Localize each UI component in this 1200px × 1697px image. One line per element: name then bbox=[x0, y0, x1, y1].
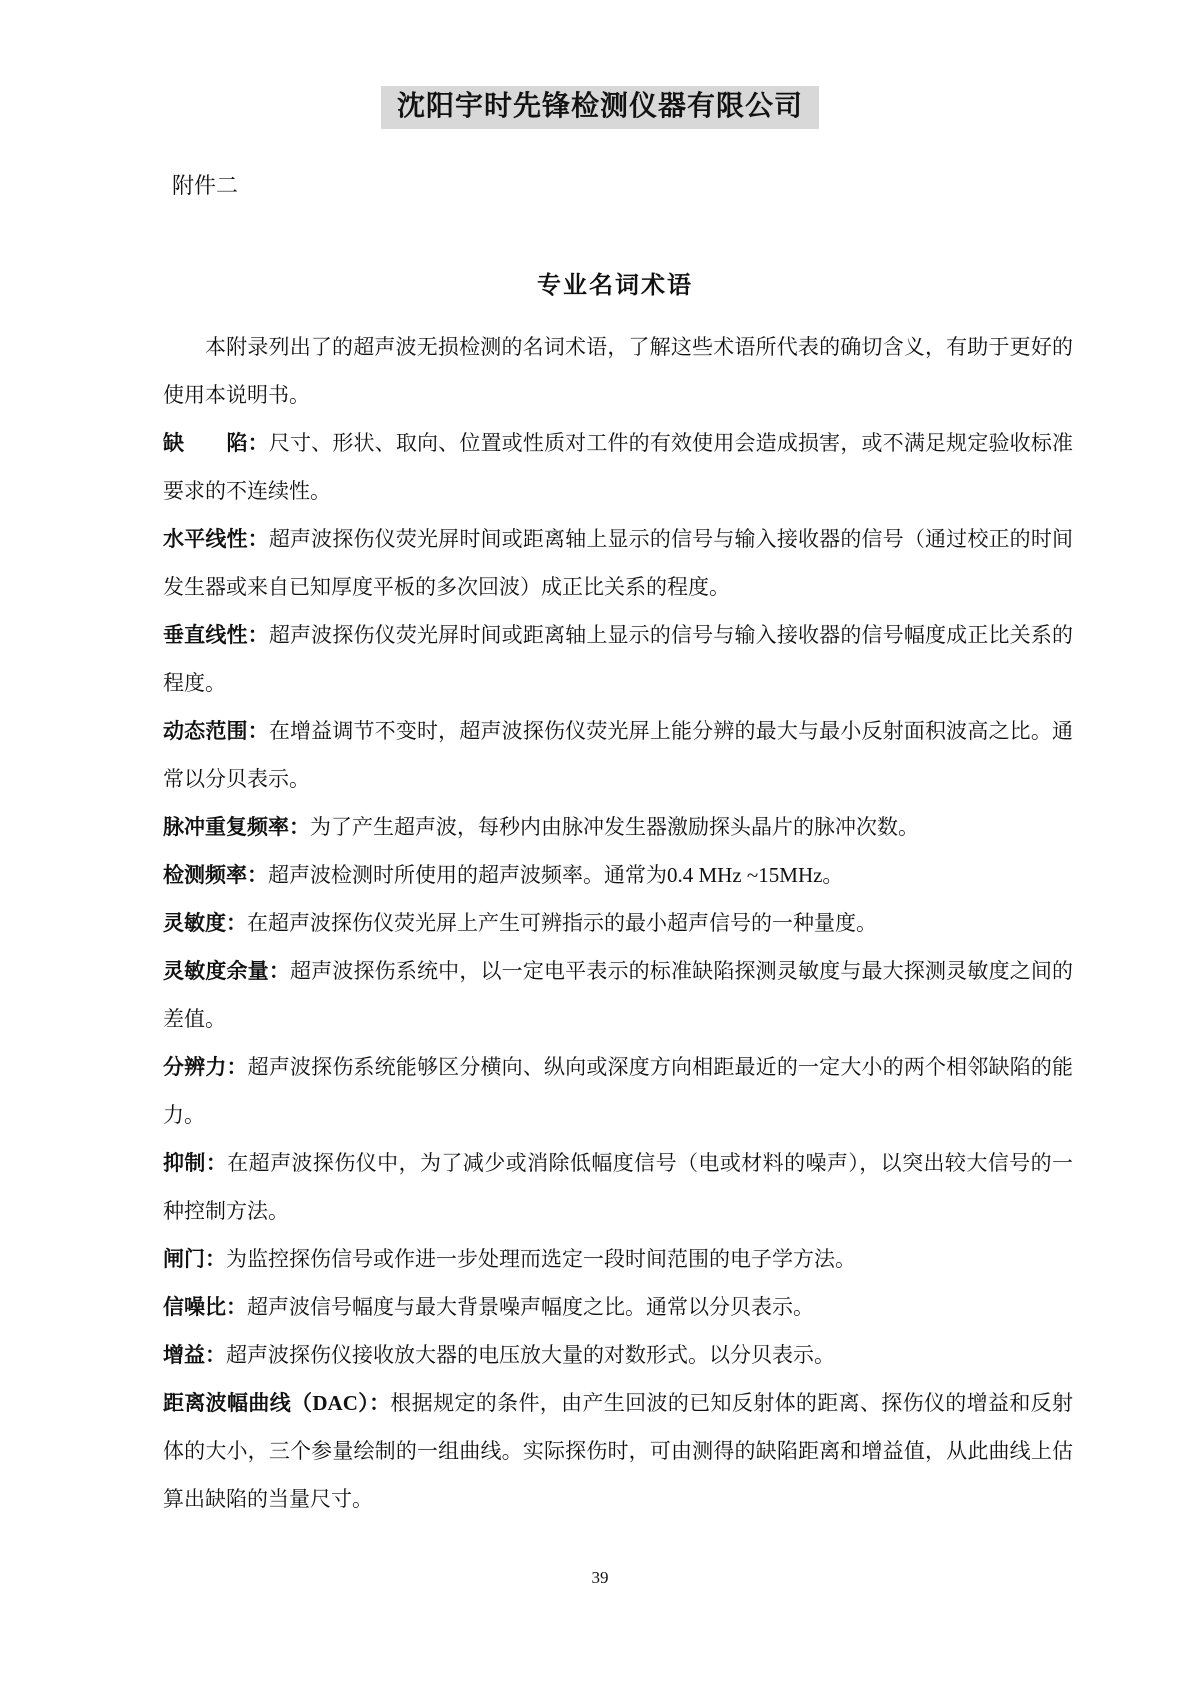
glossary-entry bbox=[163, 1043, 1073, 1139]
glossary-entry bbox=[163, 803, 1073, 851]
intro-paragraph: 本附录列出了的超声波无损检测的名词术语，了解这些术语所代表的确切含义，有助于更好的使用本说明书。 bbox=[163, 335, 1073, 407]
page-title: 专业名词术语 bbox=[537, 273, 693, 299]
glossary-term: 垂直线性： bbox=[163, 623, 269, 647]
glossary-entry bbox=[163, 1139, 1073, 1235]
glossary-entry bbox=[163, 707, 1073, 803]
company-header: 沈阳宇时先锋检测仪器有限公司 bbox=[381, 86, 819, 129]
glossary-definition: 超声波检测时所使用的超声波频率。通常为0.4 MHz ~15MHz。 bbox=[268, 863, 844, 887]
glossary-term: 灵敏度余量： bbox=[163, 959, 290, 983]
glossary-definition: 在增益调节不变时，超声波探伤仪荧光屏上能分辨的最大与最小反射面积波高之比。通常以分贝表示。 bbox=[163, 719, 1074, 791]
glossary-term: 抑制： bbox=[163, 1151, 228, 1175]
glossary-term: 检测频率： bbox=[163, 863, 268, 887]
glossary-term: 信噪比： bbox=[163, 1295, 247, 1319]
attachment-label: 附件二 bbox=[172, 173, 239, 198]
glossary-definition: 超声波探伤仪荧光屏时间或距离轴上显示的信号与输入接收器的信号幅度成正比关系的程度。 bbox=[163, 623, 1074, 695]
glossary-term: 闸门： bbox=[163, 1247, 226, 1271]
glossary-definition: 根据规定的条件，由产生回波的已知反射体的距离、探伤仪的增益和反射体的大小，三个参量绘制的一组曲线。实际探伤时，可由测得的缺陷距离和增益值，从此曲线上估算出缺陷的当量尺寸。 bbox=[163, 1391, 1074, 1511]
glossary-entry bbox=[163, 899, 1073, 947]
glossary-entry bbox=[163, 1379, 1073, 1523]
glossary-entry bbox=[163, 1331, 1073, 1379]
glossary-entry bbox=[163, 851, 1073, 899]
glossary-definition: 超声波探伤系统中，以一定电平表示的标准缺陷探测灵敏度与最大探测灵敏度之间的差值。 bbox=[163, 959, 1073, 1031]
glossary-term: 水平线性： bbox=[163, 527, 269, 551]
glossary-term: 脉冲重复频率： bbox=[163, 815, 310, 839]
glossary-entry bbox=[163, 1235, 1073, 1283]
glossary-definition: 超声波探伤仪荧光屏时间或距离轴上显示的信号与输入接收器的信号（通过校正的时间发生器或来自已知厚度平板的多次回波）成正比关系的程度。 bbox=[163, 527, 1074, 599]
glossary-term: 灵敏度： bbox=[163, 911, 247, 935]
glossary-content bbox=[163, 323, 1073, 1523]
glossary-entry bbox=[163, 515, 1073, 611]
glossary-definition: 在超声波探伤仪中，为了减少或消除低幅度信号（电或材料的噪声），以突出较大信号的一种控制方法。 bbox=[163, 1151, 1073, 1223]
glossary-term: 分辨力： bbox=[163, 1055, 248, 1079]
glossary-entry bbox=[163, 947, 1073, 1043]
glossary-definition: 为了产生超声波，每秒内由脉冲发生器激励探头晶片的脉冲次数。 bbox=[310, 815, 919, 839]
glossary-definition: 为监控探伤信号或作进一步处理而选定一段时间范围的电子学方法。 bbox=[226, 1247, 856, 1271]
glossary-term: 距离波幅曲线（DAC）： bbox=[163, 1391, 391, 1415]
page-number: 39 bbox=[591, 1568, 609, 1587]
glossary-entry bbox=[163, 1283, 1073, 1331]
glossary-term: 增益： bbox=[163, 1343, 226, 1367]
glossary-definition: 超声波信号幅度与最大背景噪声幅度之比。通常以分贝表示。 bbox=[247, 1295, 814, 1319]
glossary-definition: 在超声波探伤仪荧光屏上产生可辨指示的最小超声信号的一种量度。 bbox=[247, 911, 877, 935]
company-header-row bbox=[0, 0, 1200, 129]
glossary-entry bbox=[163, 611, 1073, 707]
glossary-term: 动态范围： bbox=[163, 719, 269, 743]
glossary-definition: 尺寸、形状、取向、位置或性质对工件的有效使用会造成损害，或不满足规定验收标准要求的不连续性。 bbox=[163, 431, 1074, 503]
glossary-term: 缺 陷： bbox=[163, 431, 269, 455]
glossary-definition: 超声波探伤仪接收放大器的电压放大量的对数形式。以分贝表示。 bbox=[226, 1343, 835, 1367]
glossary-entry bbox=[163, 419, 1073, 515]
glossary-definition: 超声波探伤系统能够区分横向、纵向或深度方向相距最近的一定大小的两个相邻缺陷的能力。 bbox=[163, 1055, 1074, 1127]
